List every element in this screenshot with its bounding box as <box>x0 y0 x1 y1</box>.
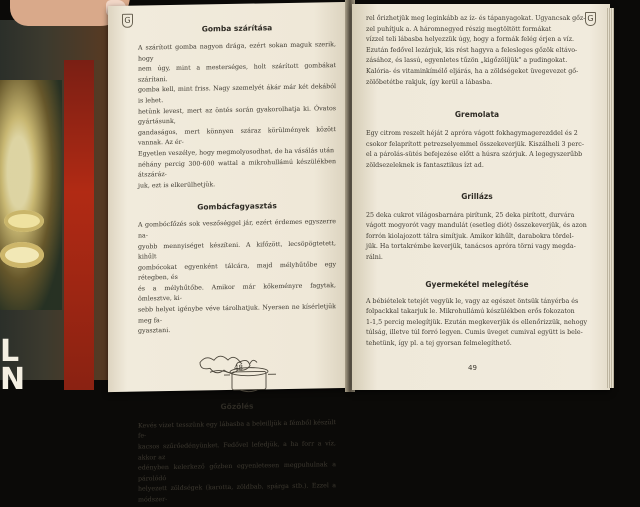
section-body <box>138 40 336 192</box>
text-line: Kalória- és vitaminkímélő eljárás, ha a zöldségeket üvegevezet gő- <box>366 67 579 75</box>
text-line: rel őrizhetjük meg leginkább az íz- és tápanyagokat. Ugyancsak gőz- <box>366 15 586 22</box>
food-photo <box>0 80 62 310</box>
letter-badge: G <box>585 12 596 26</box>
text-line: hetünk levest, mert az öntés során gyakorolhatja ki. Óvatos gyártásunk, <box>138 104 336 126</box>
continued-text <box>366 14 588 88</box>
text-line: A gombócfőzés sok veszőséggel jár, ezért érdemes egyszerre na- <box>138 218 336 240</box>
text-line: 25 deka cukrot világosbarnára pirítunk, 25 deka pirított, durvára <box>366 211 575 219</box>
text-line: Egy citrom reszelt héját 2 apróra vágott fokhagymagerezddel és 2 <box>366 130 578 138</box>
text-line: túlság, illetve túl forró legyen. Cumis üveget cumival együtt is bele- <box>366 329 583 337</box>
cover-text <box>0 334 28 397</box>
text-line: folpackkal takarjuk le. Mikrohullámú készülékben erős fokozaton <box>366 308 575 316</box>
text-line: zásához, és lassú, egyenletes tűzön „kigőzölíjük" a pudingokat. <box>366 57 568 65</box>
text-line: A szárított gomba nagyon drága, ezért sokan maguk szerik, hogy <box>138 41 336 63</box>
text-line: kacsos szűrőedényünket. Fedővel lefedjük, a ha forr a víz, akkor az <box>138 440 336 462</box>
left-page <box>108 2 350 504</box>
text-line: Ezután fedővel lezárjuk, kis rést hagyva a felesleges gőzök eltávo- <box>366 46 578 54</box>
section-title: Gőzölés <box>220 401 254 411</box>
section-body <box>366 129 588 171</box>
section-body <box>366 297 588 350</box>
page-number: 48 <box>234 363 243 372</box>
left-page-content <box>108 2 350 504</box>
section-title: Gyermekétel melegítése <box>425 279 529 289</box>
text-line: edényben kelerkező gőzben egyenletesen megpuhulnak a párolódó <box>138 461 336 483</box>
right-page-content <box>352 4 610 390</box>
text-line: zöldsezeleknek is fantasztikus ízt ad. <box>366 161 484 169</box>
text-line: rálni. <box>366 253 383 261</box>
section-body <box>138 217 336 337</box>
text-line: gyasztani. <box>138 327 171 335</box>
plate-image <box>4 210 44 232</box>
text-line: vágott mogyorót vagy mandulát (esetleg diót) összekeverjük, és azon <box>366 222 587 230</box>
text-line: Egyetlen veszélye, hogy megmolyosodhat, de ha vásálás után <box>138 147 335 158</box>
right-page <box>352 4 610 390</box>
background-book <box>0 20 112 397</box>
text-line: gyobb mennyiséget készíteni. A kifőzött, lecsöpögtetett, kihűlt <box>138 239 336 261</box>
section-body <box>138 418 336 506</box>
text-line: és a mélyhűtőbe. Amikor már kőkeményre fagytak, ömlesztve, ki- <box>138 282 336 304</box>
text-line: zel puhítjuk a. A háromnegyed részig megtöltött formákat <box>366 25 552 33</box>
text-line: juk, ezt is elkerülhetjük. <box>138 180 216 190</box>
cover-letter: N <box>0 362 28 397</box>
text-line: forrón kiolajozott tálra simítjuk. Amikor kihűlt, darabokra tördel- <box>366 232 574 240</box>
red-cover-strip <box>64 60 94 390</box>
text-line: jük. Ha tortakrémbe keverjük, tanácsos apróra törni vagy megda- <box>366 243 576 251</box>
text-line: tehetünk, így pl. a tej gyorsan felmelegíthető. <box>366 339 512 347</box>
section-title: Grillázs <box>461 191 493 201</box>
text-line: nem úgy, mint a mesterséges, holt szárított gombákat szárítani. <box>138 62 336 84</box>
page-number: 49 <box>468 364 477 372</box>
text-line: 1-1,5 percig melegítjük. Ezután megkeverjük és ellenőrizzük, nehogy <box>366 318 588 326</box>
text-line: vízzel teli lábasba helyezzük úgy, hogy a formák felég érjen a víz. <box>366 36 575 44</box>
section-title: Gremolata <box>454 110 500 120</box>
text-line: gandaságos, mert könnyen száraz körülmények között vannak. Az ér- <box>138 125 336 147</box>
cover-letter: L <box>0 334 22 369</box>
text-line: gombócokat egyenként tálcára, majd mélyhűtőbe egy rétegben, és <box>138 260 336 282</box>
text-line: néhány percig 300-600 wattal a mikrohullámú készülékben átszáráz- <box>138 157 336 179</box>
page-edges <box>606 8 614 388</box>
text-line: Kevés vizet tesszünk egy lábasba a beleilljük a fémből készült fe- <box>138 418 336 441</box>
text-line: zölőbetétbe rakjuk, így kerül a lábasba. <box>366 78 493 86</box>
section-title: Gomba szárítása <box>201 23 273 34</box>
plate-image <box>0 242 44 268</box>
letter-badge: G <box>122 14 133 28</box>
text-line: helyezett zöldségek (karotta, zöldbab, spárga stb.). Ezzel a módszer- <box>138 482 336 504</box>
text-line: gomba kell, mint friss. Nagy szemelyét ákár már két dekából is lehet. <box>138 83 336 105</box>
section-body <box>366 211 588 264</box>
text-line: el a párolás-sütés befejezése előtt a húsra szórjuk. A legegyszerűbb <box>366 151 583 159</box>
section-title: Gombácfagyasztás <box>197 201 277 212</box>
text-line: sebb helyet igénybe véve tárolhatjuk. Nyersen ne kísérletjük meg fa- <box>138 303 336 325</box>
text-line: A bébiételek tetejét vegyük le, vagy az egészet öntsük tányérba és <box>366 297 579 305</box>
text-line: csokor felaprított petrezselyemmel összekeverjük. Kiszálheli 3 perc- <box>366 140 584 148</box>
